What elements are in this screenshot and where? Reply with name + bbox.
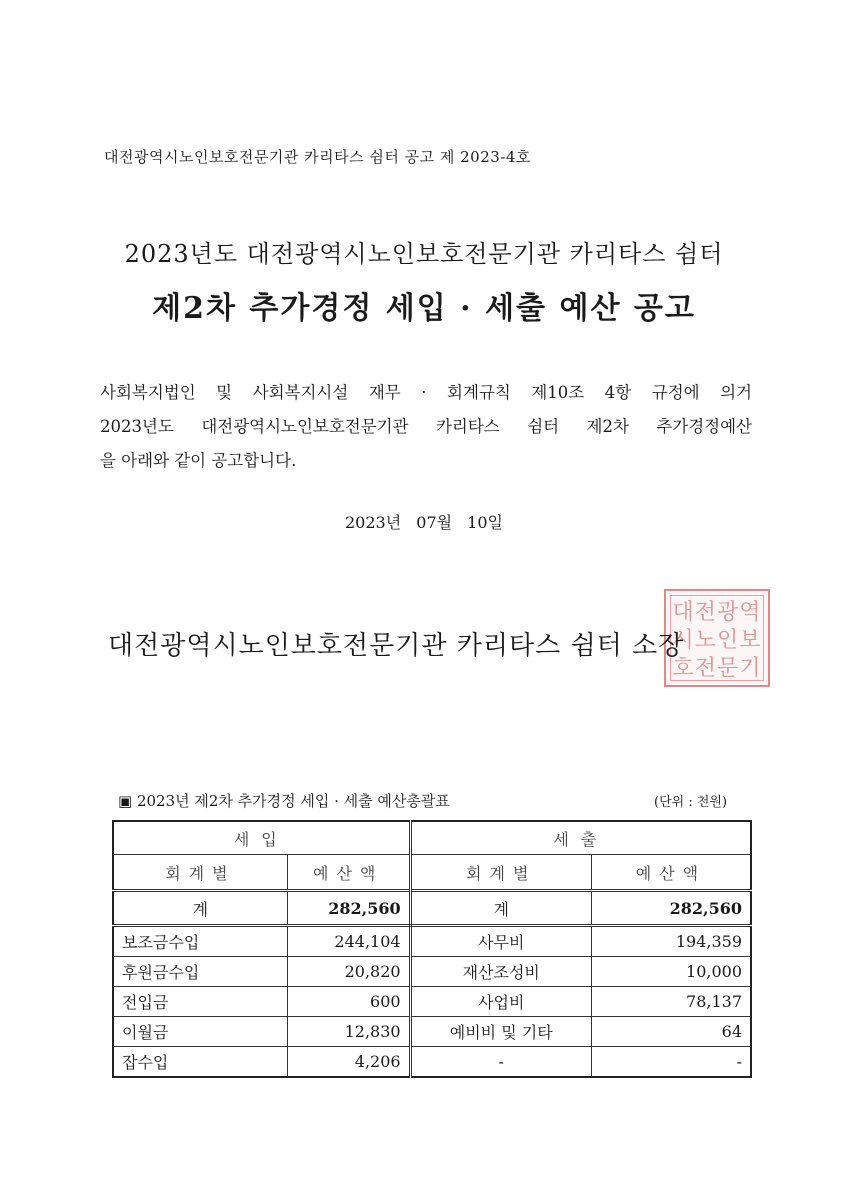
- seal-lettering: 대전광역 시노인보 호전문기: [672, 600, 762, 681]
- expense-amount: 78,137: [591, 987, 751, 1017]
- expense-label: 예비비 및 기타: [410, 1017, 591, 1047]
- unit-note: (단위 : 천원): [654, 795, 728, 810]
- revenue-total-amount: 282,560: [287, 891, 410, 926]
- revenue-label: 잡수입: [113, 1047, 287, 1078]
- budget-summary-table: [112, 820, 752, 1078]
- expense-account-header: 회계별: [410, 855, 591, 891]
- expense-header: 세출: [410, 821, 751, 855]
- expense-total-amount: 282,560: [591, 891, 751, 926]
- revenue-label: 후원금수입: [113, 957, 287, 987]
- notice-number: 대전광역시노인보호전문기관 카리타스 쉼터 공고 제 2023-4호: [104, 148, 531, 166]
- revenue-amount: 20,820: [287, 957, 410, 987]
- expense-amount: 64: [591, 1017, 751, 1047]
- expense-label: -: [410, 1047, 591, 1078]
- table-row: [113, 987, 751, 1017]
- title-line-1: 2023년도 대전광역시노인보호전문기관 카리타스 쉼터: [124, 240, 724, 268]
- table-row: [113, 1047, 751, 1078]
- expense-amount: 10,000: [591, 957, 751, 987]
- revenue-label: 보조금수입: [113, 926, 287, 957]
- revenue-header: 세입: [113, 821, 410, 855]
- expense-label: 사업비: [410, 987, 591, 1017]
- title-line-2: 제2차 추가경정 세입 · 세출 예산 공고: [152, 291, 696, 326]
- revenue-amount: 12,830: [287, 1017, 410, 1047]
- revenue-account-header: 회계별: [113, 855, 287, 891]
- expense-total-label: 계: [410, 891, 591, 926]
- table-row: [113, 957, 751, 987]
- body-text: [100, 376, 752, 478]
- revenue-amount: 4,206: [287, 1047, 410, 1078]
- table-caption: ▣ 2023년 제2차 추가경정 세입 · 세출 예산총괄표: [118, 792, 450, 810]
- expense-label: 사무비: [410, 926, 591, 957]
- revenue-amount-header: 예산액: [287, 855, 410, 891]
- expense-amount-header: 예산액: [591, 855, 751, 891]
- revenue-label: 전입금: [113, 987, 287, 1017]
- revenue-total-label: 계: [113, 891, 287, 926]
- organization-signature: 대전광역시노인보호전문기관 카리타스 쉼터 소장: [108, 631, 685, 661]
- revenue-amount: 600: [287, 987, 410, 1017]
- expense-amount: -: [591, 1047, 751, 1078]
- total-row: [113, 891, 751, 926]
- notice-date: 2023년 07월 10일: [345, 513, 503, 532]
- body-line-2: 2023년도 대전광역시노인보호전문기관 카리타스 쉼터 제2차 추가경정예산: [100, 417, 752, 436]
- body-line-1: 사회복지법인 및 사회복지시설 재무 · 회계규칙 제10조 4항 규정에 의거: [100, 383, 752, 402]
- table-subheader-row: [113, 855, 751, 891]
- body-line-3: 을 아래와 같이 공고합니다.: [100, 451, 297, 470]
- revenue-label: 이월금: [113, 1017, 287, 1047]
- table-header-row: [113, 821, 751, 855]
- table-row: [113, 1017, 751, 1047]
- table-row: [113, 926, 751, 957]
- revenue-amount: 244,104: [287, 926, 410, 957]
- expense-amount: 194,359: [591, 926, 751, 957]
- expense-label: 재산조성비: [410, 957, 591, 987]
